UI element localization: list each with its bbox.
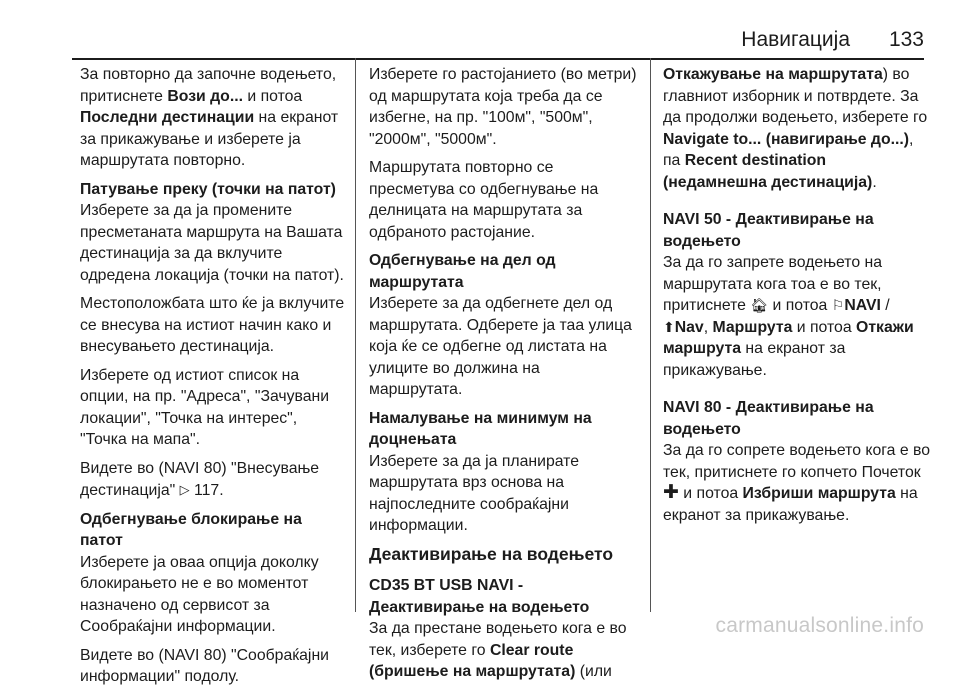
drive-to-label: Вози до... bbox=[167, 87, 243, 105]
navigate-to-label: Navigate to... (навигирање до...) bbox=[663, 130, 910, 148]
heading-cd35-deactivate: CD35 BT USB NAVI - Деактивирање на водењето bbox=[369, 577, 590, 616]
heading-avoid-part: Одбегнување на дел од маршрутата bbox=[369, 252, 556, 291]
page-number: 133 bbox=[888, 28, 924, 51]
paragraph-restart-guidance: За повторно да започне водењето, притиснете Вози до... и потоа Последни дестинации на екранот за прикажување и изберете ја маршрутата повторно. bbox=[80, 66, 339, 169]
section-title: Навигација bbox=[741, 28, 850, 51]
flag-icon: ⚐ bbox=[831, 297, 845, 313]
paragraph-location-entry: Местоположбата што ќе ја вклучите се внесува на истиот начин како и внесувањето дестинација. bbox=[80, 295, 345, 355]
watermark: carmanualsonline.info bbox=[715, 614, 924, 637]
nav-arrow-icon: ⬆ bbox=[663, 318, 675, 335]
paragraph-options-list: Изберете од истиот список на опции, на пр. "Адреса", "Зачувани локации", "Точка на интерес", "Точка на мапа". bbox=[80, 366, 330, 448]
heading-avoid-roadblock: Одбегнување блокирање на патот bbox=[80, 510, 302, 549]
page-reference-icon: ▷ bbox=[179, 482, 190, 497]
paragraph-waypoints: Изберете за да ја промените пресметаната маршрута на Вашата дестинација за да вклучите одредена локација (точки на патот). bbox=[80, 202, 344, 284]
paragraph-minimize-delays: Изберете за да ја планирате маршрутата врз основа на најпоследните сообраќајни информации. bbox=[369, 452, 580, 534]
paragraph-avoid-part: Изберете за да одбегнете дел од маршрутата. Одберете ја таа улица која ќе се одбегне од листата на улиците во должина на маршрутата. bbox=[369, 295, 632, 398]
column-1 bbox=[80, 64, 345, 695]
column-divider-2 bbox=[650, 58, 651, 612]
cancel-route-label: Откажување на маршрутата bbox=[663, 66, 883, 83]
heading-navi50-deactivate: NAVI 50 - Деактивирање на водењето bbox=[663, 211, 874, 250]
paragraph-roadblock: Изберете ја оваа опција доколку блокирањето не е во моментот назначено од сервисот за Сообраќајни информации. bbox=[80, 553, 319, 635]
paragraph-see-destination: Видете во (NAVI 80) "Внесување дестинација" ▷ 117. bbox=[80, 459, 320, 499]
column-divider-1 bbox=[355, 58, 356, 612]
paragraph-navi80: За да го сопрете водењето кога е во тек, притиснете го копчето Почеток ✚ и потоа Избриши маршрута на екранот за прикажување. bbox=[663, 442, 931, 524]
recent-destination-label: Recent destination (недамнешна дестинација) bbox=[663, 152, 873, 191]
page-header bbox=[0, 0, 960, 62]
column-2 bbox=[369, 64, 637, 690]
heading-waypoints: Патување преку (точки на патот) bbox=[80, 180, 336, 198]
paragraph-clear-route: За да престане водењето кога е во тек, изберете го Clear route (бришење на маршрутата) (или bbox=[369, 620, 627, 680]
heading-navi80-deactivate: NAVI 80 - Деактивирање на водењето bbox=[663, 399, 874, 438]
heading-deactivate-guidance: Деактивирање на водењето bbox=[369, 543, 614, 564]
home-icon: 🏠︎ bbox=[750, 297, 769, 313]
paragraph-distance: Изберете го растојанието (во метри) од маршрутата која треба да се избегне, на пр. "100м", "500м", "2000м", "5000м". bbox=[369, 66, 637, 148]
paragraph-see-traffic: Видете во (NAVI 80) "Сообраќајни информации" подолу. bbox=[80, 646, 329, 685]
heading-minimize-delays: Намалување на минимум на доцнењата bbox=[369, 409, 592, 448]
paragraph-navi50: За да го запрете водењето на маршрутата кога тоа е во тек, притиснете 🏠︎ и потоа ⚐NAVI / ⬆Nav, Маршрута и потоа Откажи маршрута на екранот за прикажување. bbox=[663, 254, 914, 379]
plus-icon: ✚ bbox=[663, 482, 679, 503]
paragraph-recalculate: Маршрутата повторно се пресметува со одбегнување на делницата на маршрутата за одбраното растојание. bbox=[369, 159, 599, 241]
column-3 bbox=[663, 64, 933, 533]
header-divider bbox=[72, 58, 924, 60]
paragraph-cancel-route: Откажување на маршрутата) во главниот изборник и потврдете. За да продолжи водењето, изберете го Navigate to... (навигирање до...), па Recent destination (недамнешна дестинација). bbox=[663, 66, 928, 191]
clear-route-label: Clear route (бришење на маршрутата) bbox=[369, 641, 576, 680]
recent-destinations-label: Последни дестинации bbox=[80, 109, 255, 126]
